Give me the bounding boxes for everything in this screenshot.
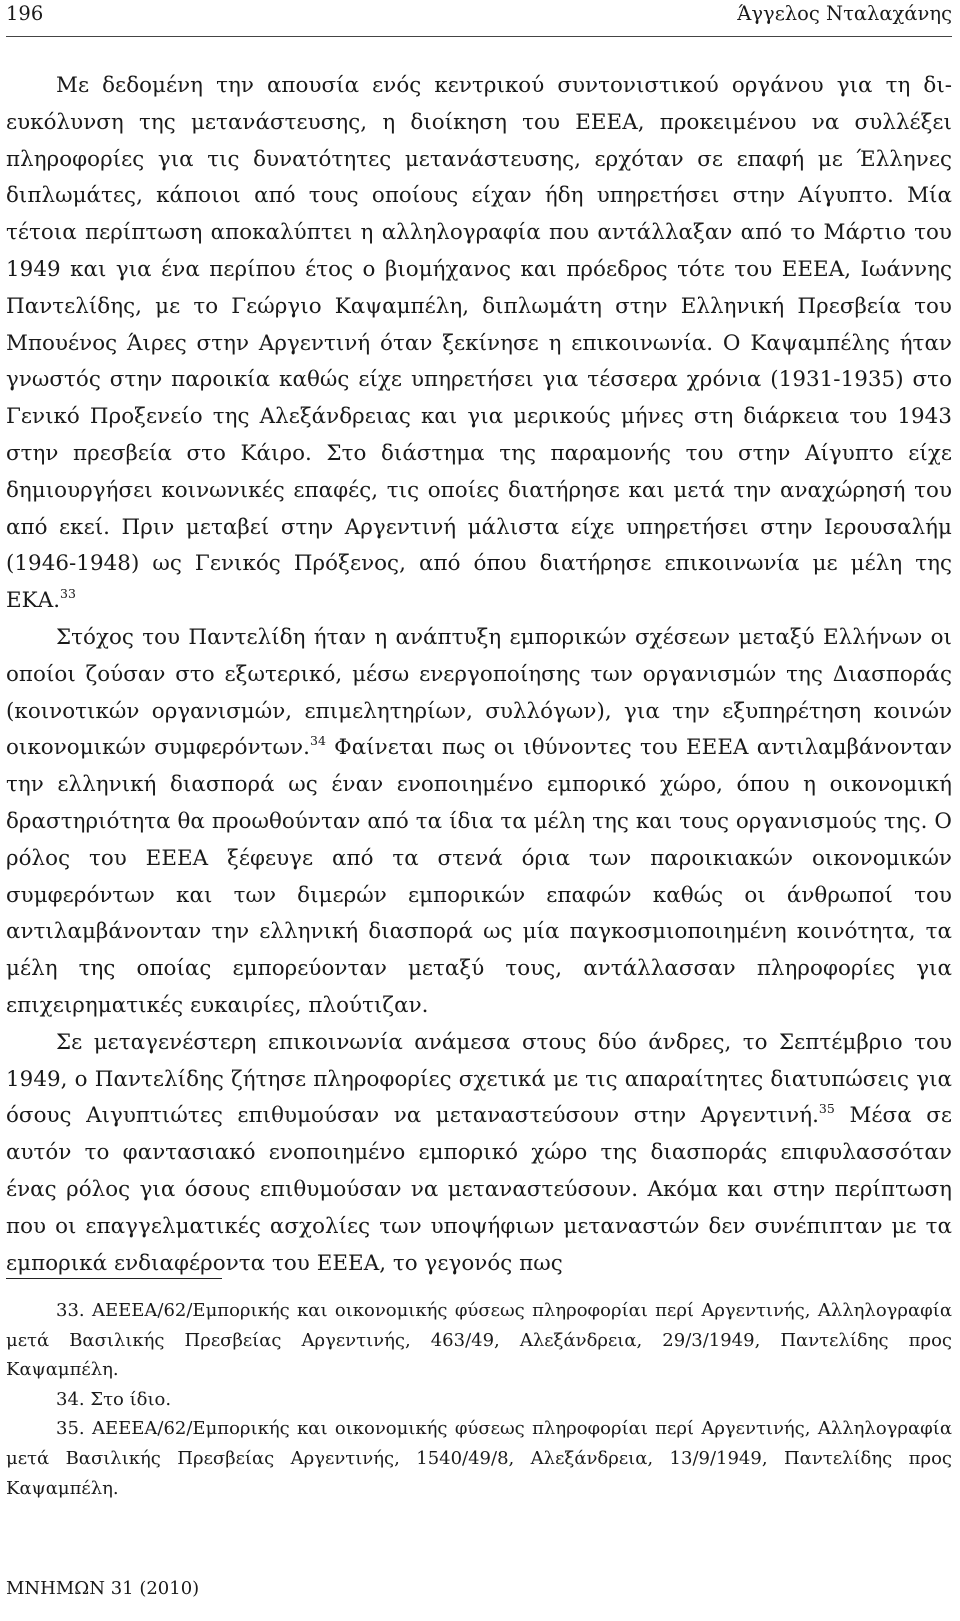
paragraph-1	[6, 68, 952, 620]
footnote-rule	[6, 1278, 222, 1279]
footnote-35: 35. ΑΕΕΕΑ/62/Εμπορικής και οικονομικής φύσεως πληροφορίαι περί Αργεντινής, Αλληλογραφία μετά Βασιλικής Πρεσβείας Αργεντινής, 1540/49/8, Αλεξάνδρεια, 13/9/1949, Παντελίδης προς Καψαμπέλη.	[6, 1418, 952, 1499]
journal-footer: ΜΝΗΜΩΝ 31 (2010)	[6, 1578, 200, 1599]
page-header	[6, 2, 952, 32]
page-number: 196	[6, 2, 44, 25]
footnotes	[6, 1296, 952, 1503]
paragraph-1-text: Με δεδομένη την απουσία ενός κεντρικού συντονιστικού οργάνου για τη διευκόλυνση της μετανάστευσης, η διοίκηση του ΕΕΕΑ, προκειμένου να συλλέξει πληροφορίες για τις δυνατότητες μετανάστευσης, ερχόταν σε επαφή με Έλληνες διπλωμάτες, κάποιοι από τους οποίους είχαν ήδη υπηρετήσει στην Αίγυπτο. Μία τέτοια περίπτωση αποκαλύπτει η αλληλογραφία που αντάλλαξαν από το Μάρτιο του 1949 και για ένα περίπου έτος ο βιομήχανος και πρόεδρος τότε του ΕΕΕΑ, Ιωάννης Παντελίδης, με το Γεώργιο Καψαμπέλη, διπλωμάτη στην Ελληνική Πρεσβεία του Μπουένος Άιρες στην Αργεντινή όταν ξεκίνησε η επικοινωνία. Ο Καψαμπέλης ήταν γνωστός στην παροικία καθώς είχε υπηρετήσει για τέσσερα χρόνια (1931-1935) στο Γενικό Προξενείο της Αλεξάνδρειας και για μερικούς μήνες στη διάρκεια του 1943 στην πρεσβεία στο Κάιρο. Στο διάστημα της παραμονής του στην Αίγυπτο είχε δημιουργήσει κοινωνικές επαφές, τις οποίες διατήρησε και μετά την αναχώρησή του από εκεί. Πριν μεταβεί στην Αργεντινή μάλιστα είχε υπηρετήσει στην Ιερουσαλήμ (1946-1948) ως Γενικός Πρόξενος, από όπου διατήρησε επικοινωνία με μέλη της ΕΚΑ.	[6, 73, 952, 614]
paragraph-2-text-b: Φαίνεται πως οι ιθύνοντες του ΕΕΕΑ αντιλαμβάνονταν την ελληνική διασπορά ως έναν ενοποιημένο εμπορικό χώρο, όπου η οικονομική δραστηριότητα θα προωθούνταν από τα ίδια τα μέλη της και τους οργανισμούς της. Ο ρόλος του ΕΕΕΑ ξέφευγε από τα στενά όρια των παροικιακών οικονομικών συμφερόντων και των διμερών εμπορικών επαφών καθώς οι άνθρωποί του αντιλαμβάνονταν την ελληνική διασπορά ως μία παγκοσμιοποιημένη κοινότητα, τα μέλη της οποίας εμπορεύονταν μεταξύ τους, αντάλλασσαν πληροφορίες για επιχειρηματικές ευκαιρίες, πλούτιζαν.	[6, 735, 952, 1018]
footnote-34: 34. Στο ίδιο.	[56, 1388, 172, 1410]
footnote-ref-34[interactable]: 34	[309, 733, 326, 749]
paragraph-2	[6, 620, 952, 1025]
paragraph-3-text-b: Μέσα σε αυτόν το φαντασιακό ενοποιημένο εμπορικό χώρο της διασποράς επιφυλασσόταν ένας ρόλος για όσους επιθυμούσαν να μεταναστεύσουν. Ακόμα και στην περίπτωση που οι επαγγελματικές ασχολίες των υποψήφιων μεταναστών δεν συνέπιπταν με τα εμπορικά ενδιαφέροντα του ΕΕΕΑ, το γεγονός πως	[6, 1103, 952, 1276]
paragraph-3-text-a: Σε μεταγενέστερη επικοινωνία ανάμεσα στους δύο άνδρες, το Σεπτέμβριο του 1949, ο Παντελίδης ζήτησε πληροφορίες σχετικά με τις απαραίτητες διατυπώσεις για όσους Αιγυπτιώτες επιθυμούσαν να μεταναστεύσουν στην Αργεντινή.	[6, 1029, 952, 1129]
footnote-ref-35[interactable]: 35	[818, 1101, 835, 1117]
footnote-33: 33. ΑΕΕΕΑ/62/Εμπορικής και οικονομικής φύσεως πληροφορίαι περί Αργεντινής, Αλληλογραφία μετά Βασιλικής Πρεσβείας Αργεντινής, 463/49, Αλεξάνδρεια, 29/3/1949, Παντελίδης προς Καψαμπέλη.	[6, 1300, 952, 1381]
header-rule	[6, 36, 952, 37]
running-title: Άγγελος Νταλαχάνης	[737, 2, 952, 25]
paragraph-3	[6, 1025, 952, 1283]
footnote-ref-33[interactable]: 33	[60, 586, 77, 602]
main-text	[6, 68, 952, 1282]
paragraph-2-text-a: Στόχος του Παντελίδη ήταν η ανάπτυξη εμπορικών σχέσεων μεταξύ Ελλήνων οι οποίοι ζούσαν στο εξωτερικό, μέσω ενεργοποίησης των οργανισμών της Διασποράς (κοινοτικών οργανισμών, επιμελητηρίων, συλλόγων), για την εξυπηρέτηση κοινών οικονομικών συμφερόντων.	[6, 624, 952, 761]
